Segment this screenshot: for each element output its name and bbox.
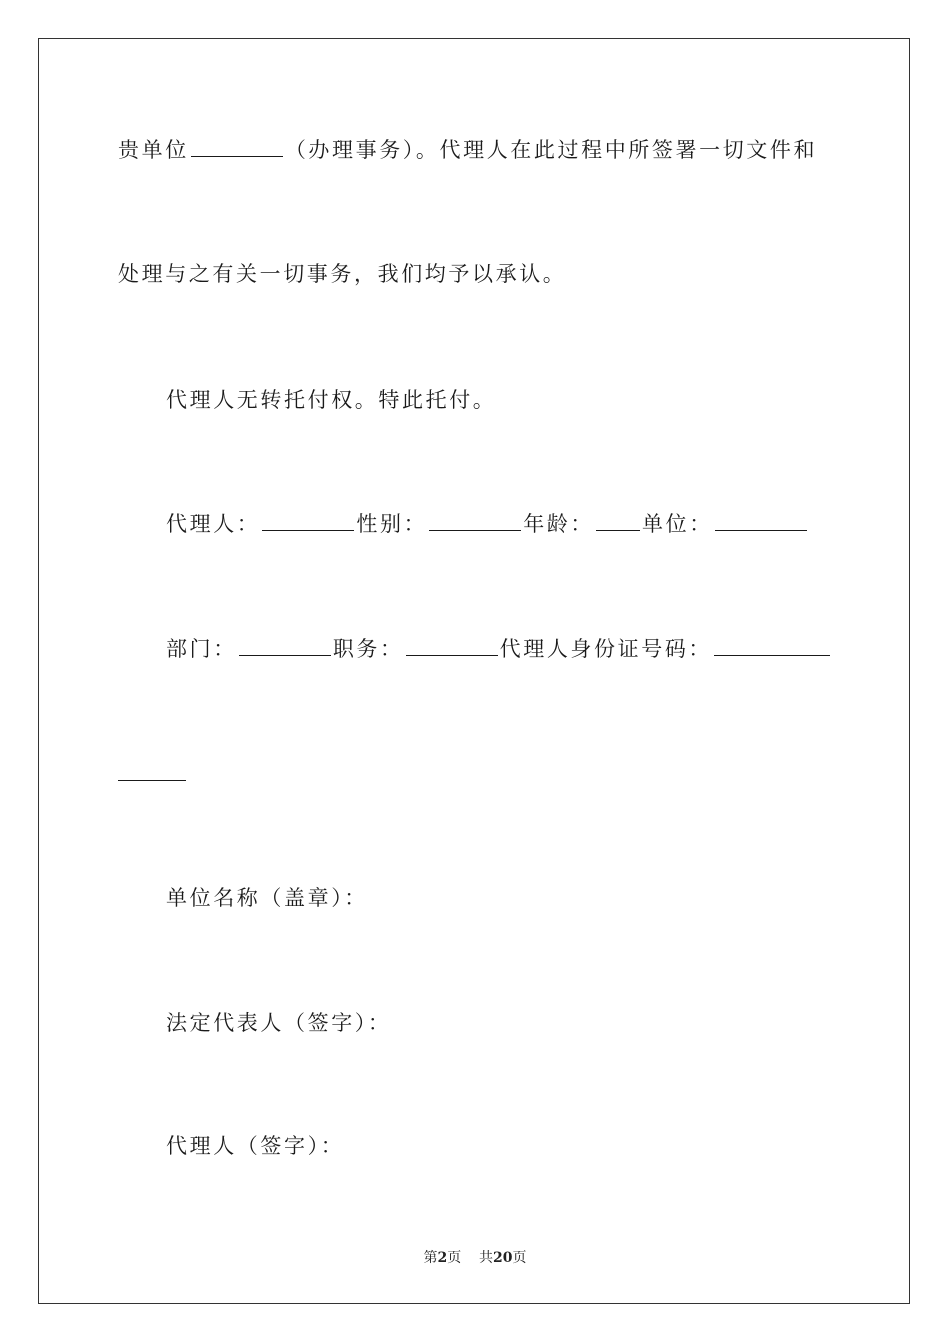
gender-label: 性别： xyxy=(356,512,428,536)
paragraph-no-transfer xyxy=(166,386,496,414)
legal-rep-line xyxy=(166,1009,392,1037)
page-suffix: 页 xyxy=(447,1250,462,1266)
id-number-field[interactable] xyxy=(714,637,830,656)
agent-sign-line xyxy=(166,1132,344,1160)
unit-seal-label: 单位名称（盖章）： xyxy=(166,886,368,910)
page-prefix: 第 xyxy=(423,1250,438,1266)
total-prefix: 共 xyxy=(479,1250,494,1266)
page-number: 2 xyxy=(437,1250,448,1266)
age-field[interactable] xyxy=(596,512,640,531)
gender-field[interactable] xyxy=(429,512,521,531)
paragraph-line-2 xyxy=(118,260,566,288)
page-footer xyxy=(0,1247,950,1267)
id-number-label: 代理人身份证号码： xyxy=(499,637,713,661)
dept-info-line xyxy=(166,635,832,663)
agent-name-field[interactable] xyxy=(262,512,354,531)
blank-unit[interactable] xyxy=(191,138,283,157)
agent-sign-label: 代理人（签字）： xyxy=(166,1134,345,1158)
age-label: 年龄： xyxy=(523,512,595,536)
dept-field[interactable] xyxy=(239,637,331,656)
page-frame xyxy=(38,38,910,1304)
total-suffix: 页 xyxy=(512,1250,527,1266)
agent-label: 代理人： xyxy=(166,512,261,536)
paragraph-line-1 xyxy=(118,136,817,164)
position-label: 职务： xyxy=(332,637,404,661)
unit-label: 单位： xyxy=(642,512,713,536)
unit-field[interactable] xyxy=(715,512,807,531)
text-handling-matters: （办理事务）。代理人在此过程中所签署一切文件和 xyxy=(284,138,818,162)
legal-rep-label: 法定代表人（签字）： xyxy=(166,1011,392,1035)
id-number-field-continued[interactable] xyxy=(118,762,186,781)
agent-info-line xyxy=(166,510,809,538)
position-field[interactable] xyxy=(406,637,498,656)
text-acknowledgement: 处理与之有关一切事务，我们均予以承认。 xyxy=(118,262,567,286)
dept-label: 部门： xyxy=(166,637,237,661)
total-pages: 20 xyxy=(493,1250,513,1266)
unit-seal-line xyxy=(166,884,368,912)
text-unit-prefix: 贵单位 xyxy=(118,138,189,162)
text-no-transfer: 代理人无转托付权。特此托付。 xyxy=(166,388,497,412)
id-number-continuation xyxy=(118,760,188,788)
